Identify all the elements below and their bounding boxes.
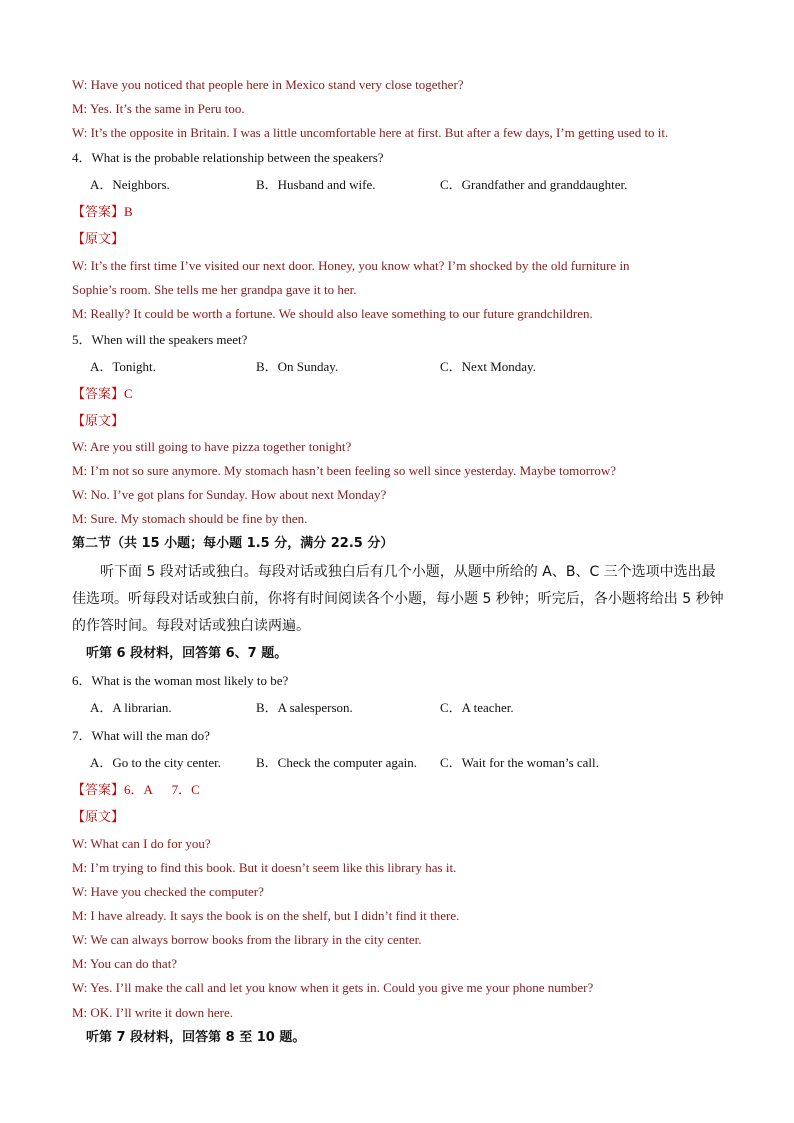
q4-option-b: B．Husband and wife.	[256, 177, 376, 192]
q5-script-row	[72, 412, 124, 430]
answer-value: C	[124, 386, 133, 401]
question-4: 4．What is the probable relationship between the speakers?	[72, 150, 384, 165]
question-7: 7．What will the man do?	[72, 728, 210, 743]
q7-script-line: W: Yes. I’ll make the call and let you know when it gets in. Could you give me your phone number?	[72, 980, 594, 995]
q4-script-row	[72, 230, 124, 248]
q7-script-line: M: I’m trying to find this book. But it doesn’t seem like this library has it.	[72, 860, 457, 875]
dialogue-line: W: It’s the opposite in Britain. I was a little uncomfortable here at first. But after a few days, I’m getting used to it.	[72, 125, 669, 140]
section-instruction: 听下面 5 段对话或独白。每段对话或独白后有几个小题，从题中所给的 A、B、C 三个选项中选出最佳选项。听每段对话或独白前，你将有时间阅读各个小题，每小题 5 秒钟；听完后，各小题将给出 5 秒钟的作答时间。每段对话或独白读两遍。	[72, 564, 724, 634]
script-tag: 【原文】	[72, 231, 125, 246]
q4-option-a: A．Neighbors.	[90, 177, 170, 192]
answer-tag: 【答案】	[72, 782, 125, 797]
q4-script-line: M: Really? It could be worth a fortune. We should also leave something to our future grandchildren.	[72, 306, 593, 321]
q7-answer-row	[72, 781, 200, 799]
q5-option-c: C．Next Monday.	[440, 359, 536, 374]
section-heading: 第二节（共 15 小题；每小题 1.5 分，满分 22.5 分）	[72, 536, 394, 551]
q5-script-line: W: Are you still going to have pizza together tonight?	[72, 439, 352, 454]
dialogue-line: M: Yes. It’s the same in Peru too.	[72, 101, 245, 116]
q5-script-line: W: No. I’ve got plans for Sunday. How about next Monday?	[72, 487, 387, 502]
q5-answer-row	[72, 385, 133, 403]
q5-option-a: A．Tonight.	[90, 359, 156, 374]
question-5: 5．When will the speakers meet?	[72, 332, 248, 347]
material-7-heading: 听第 7 段材料，回答第 8 至 10 题。	[86, 1030, 306, 1045]
q4-script-line: Sophie’s room. She tells me her grandpa gave it to her.	[72, 282, 357, 297]
script-tag: 【原文】	[72, 413, 125, 428]
material-6-heading: 听第 6 段材料，回答第 6、7 题。	[86, 646, 288, 661]
script-tag: 【原文】	[72, 809, 125, 824]
q7-script-line: M: I have already. It says the book is on the shelf, but I didn’t find it there.	[72, 908, 460, 923]
q7-script-line: W: Have you checked the computer?	[72, 884, 264, 899]
q5-option-b: B．On Sunday.	[256, 359, 339, 374]
answer-value: 6．A 7．C	[124, 782, 200, 797]
q4-answer-row	[72, 203, 133, 221]
q7-option-c: C．Wait for the woman’s call.	[440, 755, 599, 770]
q7-script-line: W: We can always borrow books from the library in the city center.	[72, 932, 422, 947]
q5-script-line: M: I’m not so sure anymore. My stomach hasn’t been feeling so well since yesterday. Maybe tomorrow?	[72, 463, 617, 478]
q7-script-line: M: OK. I’ll write it down here.	[72, 1005, 234, 1020]
answer-tag: 【答案】	[72, 204, 125, 219]
answer-value: B	[124, 204, 133, 219]
dialogue-line: W: Have you noticed that people here in Mexico stand very close together?	[72, 77, 464, 92]
q6-option-b: B．A salesperson.	[256, 700, 353, 715]
q5-script-line: M: Sure. My stomach should be fine by then.	[72, 511, 308, 526]
question-6: 6．What is the woman most likely to be?	[72, 673, 289, 688]
q6-option-a: A．A librarian.	[90, 700, 172, 715]
q7-script-line: M: You can do that?	[72, 956, 178, 971]
answer-tag: 【答案】	[72, 386, 125, 401]
q7-option-a: A．Go to the city center.	[90, 755, 222, 770]
q7-option-b: B．Check the computer again.	[256, 755, 418, 770]
q7-script-line: W: What can I do for you?	[72, 836, 211, 851]
q7-script-row	[72, 808, 124, 826]
q6-option-c: C．A teacher.	[440, 700, 514, 715]
q4-option-c: C．Grandfather and granddaughter.	[440, 177, 628, 192]
q4-script-line: W: It’s the first time I’ve visited our next door. Honey, you know what? I’m shocked by the old furniture in	[72, 258, 630, 273]
